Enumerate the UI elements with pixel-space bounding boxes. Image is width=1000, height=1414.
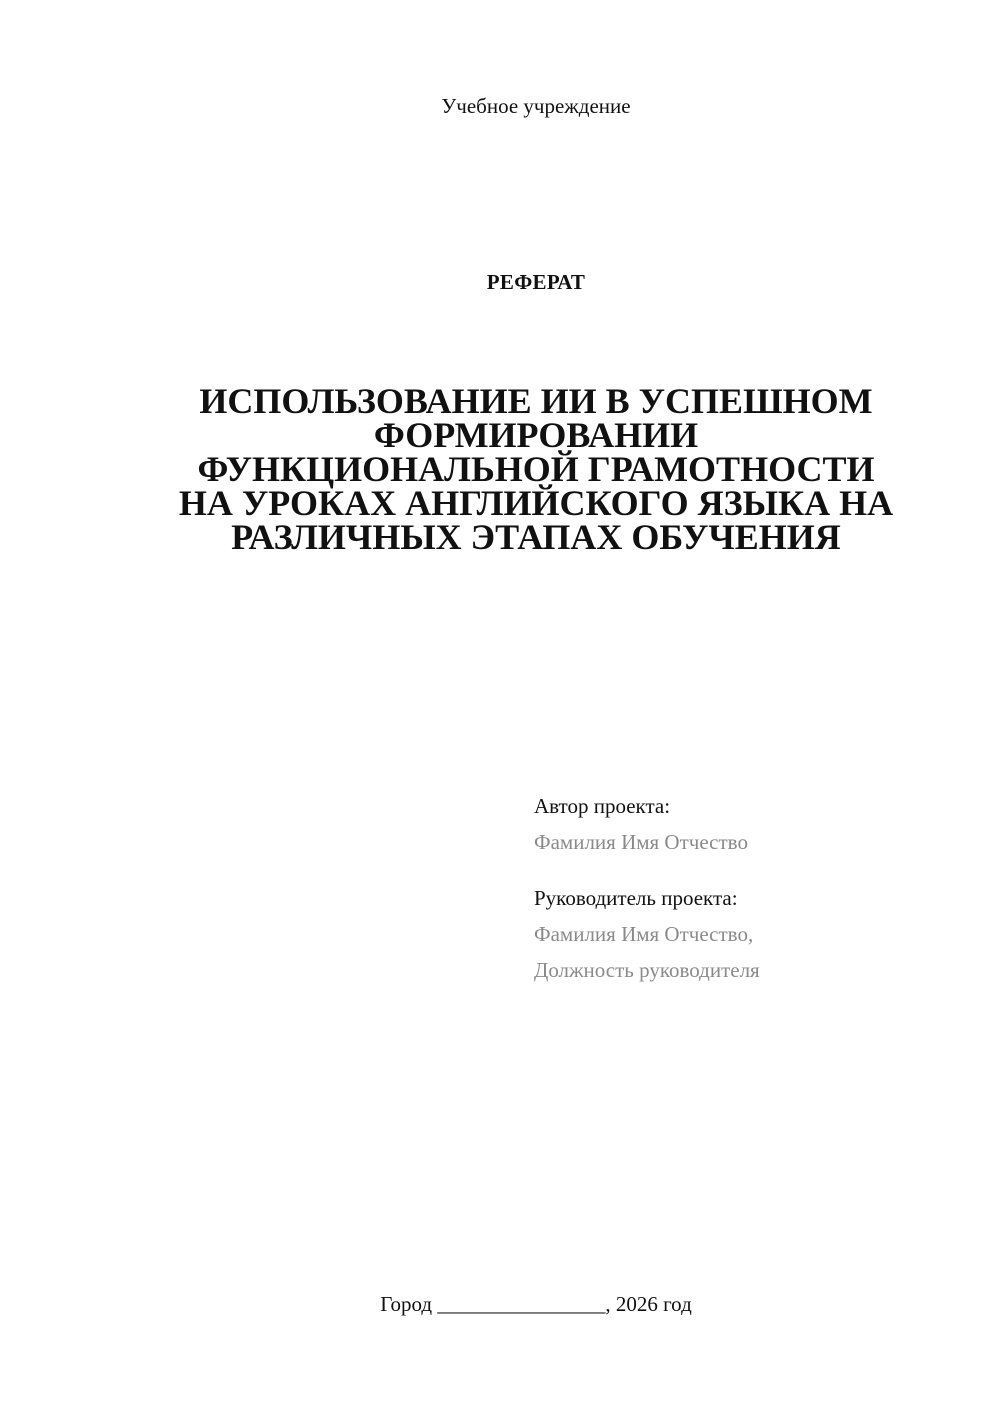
author-name: Фамилия Имя Отчество — [534, 830, 748, 854]
document-title — [140, 381, 932, 557]
title-line: НА УРОКАХ АНГЛИЙСКОГО ЯЗЫКА НА — [178, 483, 894, 523]
title-line: ФОРМИРОВАНИИ — [373, 415, 699, 455]
supervisor-position: Должность руководителя — [534, 958, 760, 982]
supervisor-block — [534, 880, 974, 988]
credits-block — [534, 788, 974, 988]
city-year-line: Город ________________, 2026 год — [380, 1292, 692, 1316]
supervisor-label: Руководитель проекта: — [534, 886, 738, 910]
document-type: РЕФЕРАТ — [486, 270, 586, 294]
supervisor-name: Фамилия Имя Отчество, — [534, 922, 754, 946]
title-line: РАЗЛИЧНЫХ ЭТАПАХ ОБУЧЕНИЯ — [231, 517, 841, 557]
title-line: ФУНКЦИОНАЛЬНОЙ ГРАМОТНОСТИ — [197, 449, 875, 489]
title-line: ИСПОЛЬЗОВАНИЕ ИИ В УСПЕШНОМ — [199, 381, 873, 421]
author-label: Автор проекта: — [534, 794, 671, 818]
institution-name: Учебное учреждение — [441, 94, 631, 118]
author-block — [534, 788, 974, 860]
